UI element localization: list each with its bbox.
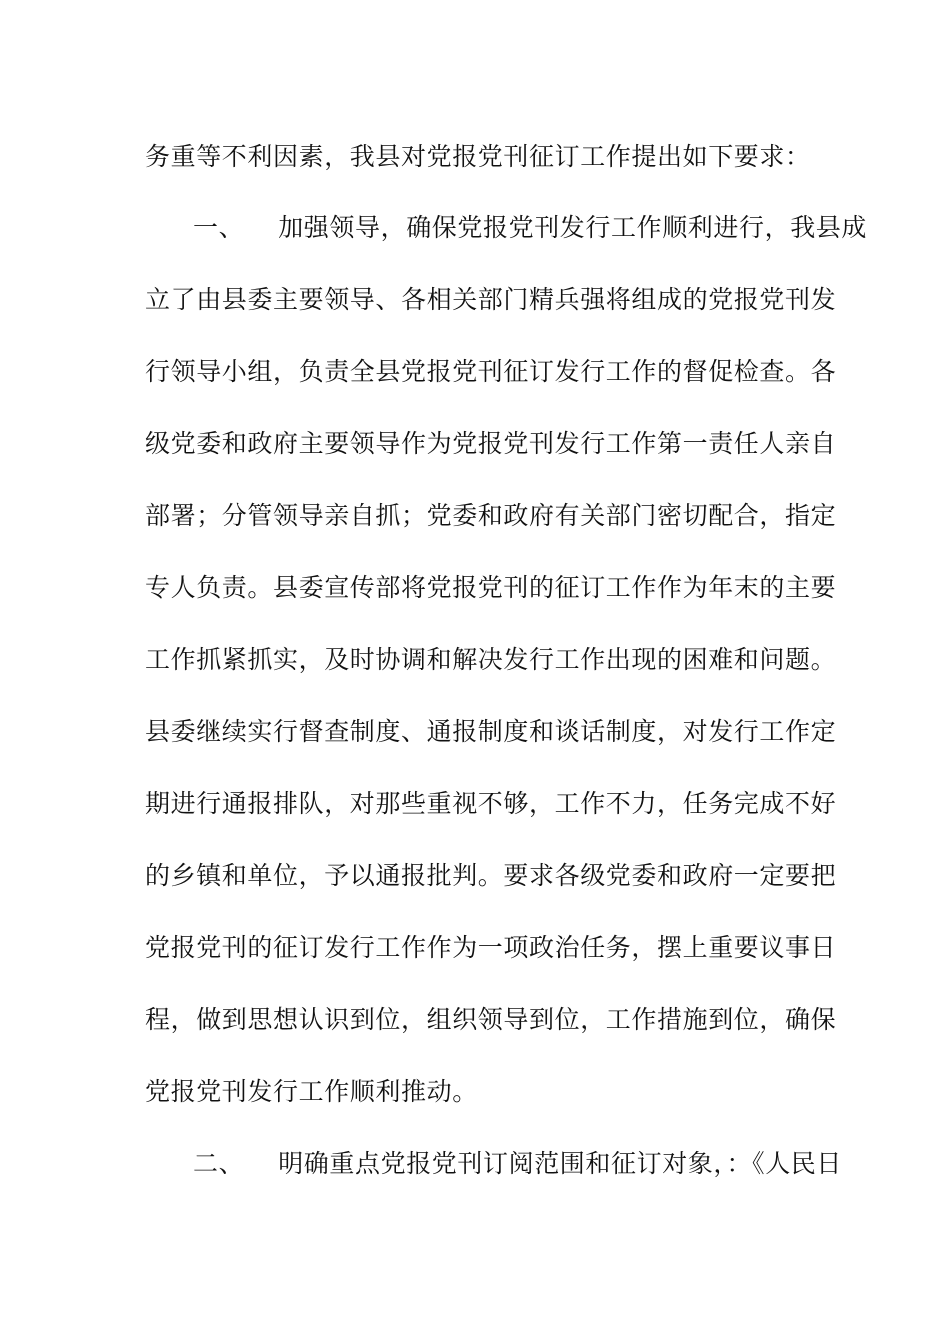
body-line: 的乡镇和单位，予以通报批判。要求各级党委和政府一定要把 (145, 861, 837, 890)
body-line: 立了由县委主要领导、各相关部门精兵强将组成的党报党刊发 (145, 285, 837, 314)
body-line: 务重等不利因素，我县对党报党刊征订工作提出如下要求： (145, 142, 811, 171)
section-number: 二、 (193, 1149, 245, 1178)
body-line: 期进行通报排队，对那些重视不够，工作不力，任务完成不好 (145, 789, 837, 818)
section-heading-1 (193, 212, 868, 244)
body-line: 级党委和政府主要领导作为党报党刊发行工作第一责任人亲自 (145, 429, 837, 458)
section-heading-text: 明确重点党报党刊订阅范围和征订对象，：《人民日 (278, 1149, 843, 1178)
body-line: 党报党刊的征订发行工作作为一项政治任务，摆上重要议事日 (145, 933, 837, 962)
body-line: 专人负责。县委宣传部将党报党刊的征订工作作为年末的主要 (145, 573, 837, 602)
body-line: 部署；分管领导亲自抓；党委和政府有关部门密切配合，指定 (145, 501, 837, 530)
body-line: 程，做到思想认识到位，组织领导到位，工作措施到位，确保 (145, 1005, 837, 1034)
body-line: 党报党刊发行工作顺利推动。 (145, 1077, 478, 1106)
body-line: 县委继续实行督查制度、通报制度和谈话制度，对发行工作定 (145, 717, 837, 746)
section-number: 一、 (193, 213, 245, 242)
section-heading-text: 加强领导，确保党报党刊发行工作顺利进行，我县成 (278, 213, 868, 242)
body-line: 工作抓紧抓实，及时协调和解决发行工作出现的困难和问题。 (145, 645, 837, 674)
section-heading-2 (193, 1148, 843, 1180)
body-line: 行领导小组，负责全县党报党刊征订发行工作的督促检查。各 (145, 357, 837, 386)
